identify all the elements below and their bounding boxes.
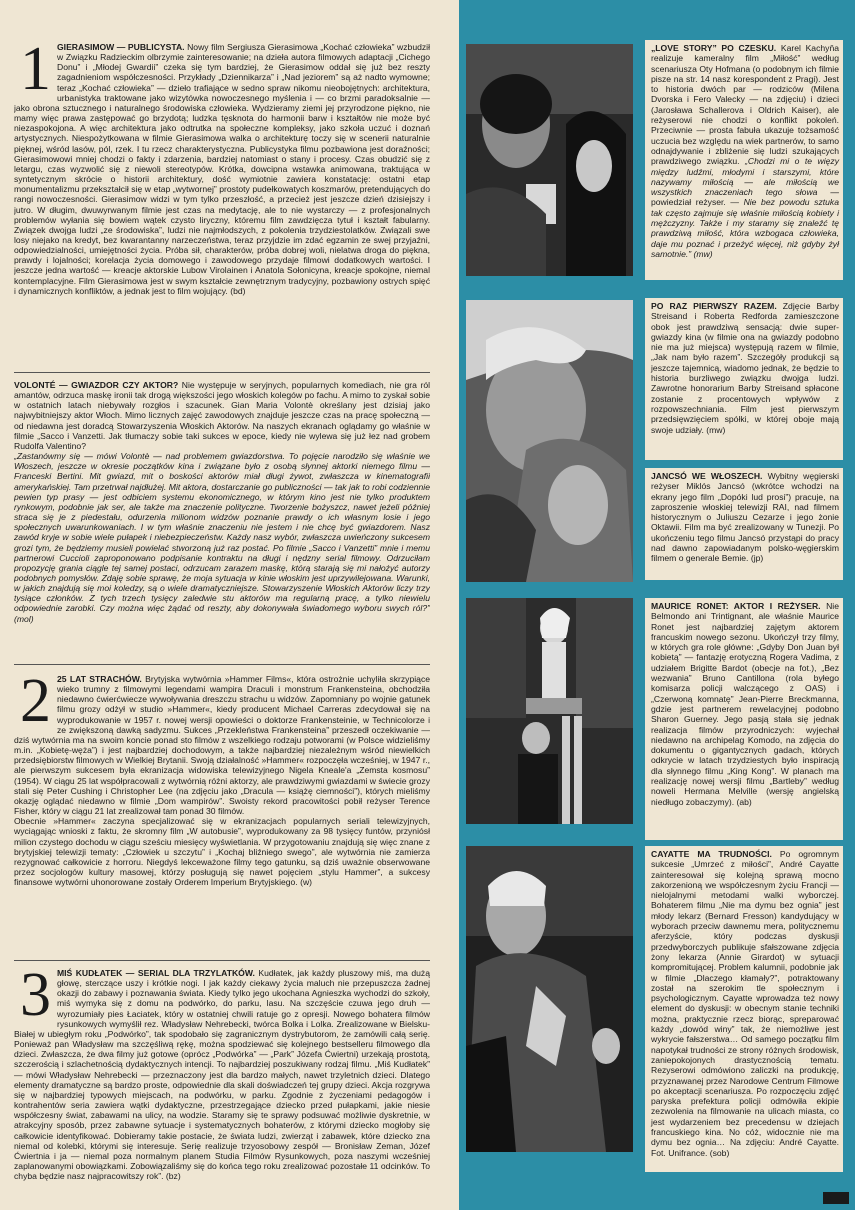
sidebar-heading: MAURICE RONET: AKTOR I REŻYSER. <box>651 601 821 611</box>
sidebar-quote: „Chodzi mi o te więzy między ludźmi, młodymi i starszymi, które nazywamy miłością — ale miłością we wszystkich znaczeniach tego słowa — <box>651 156 840 198</box>
photo-ronet-bardot <box>466 598 633 824</box>
sidebar-cayatte <box>645 846 843 1172</box>
article-body: Brytyjska wytwórnia »Hammer Films«, która ostrożnie uchyliła skrzypiące wieko trumny z filmowymi legendami wampira Draculi i monstrum Frankensteina, obchodziła niedawno ćwierćwiecze wywoływania dreszczu strachu u widzów. Zapomniany po wojnie gatunek filmu grozy odżył w studio »Hammer«, kiedy producent Michael Carreras zdecydował się na wyprodukowanie w 1957 r. nowej wersji opowieści o doktorze Frankensteinie, w Technicolorze i ze zwiększoną dawką sadyzmu. Sukces „Przekleństwa Frankensteina” przeszedł oczekiwanie — dziś wytwórnia ma na swoim koncie ponad sto filmów z wszelkiego rodzaju potworami (w Polsce widzieliśmy m.in. „Kobietę-węża”) i jest najbardziej dochodowym, a także najbardziej niezależnym wśród niewielkich przedsiębiorstw filmowych w Wielkiej Brytanii. Swoją działalność »Hammer« rozpoczęła wcześniej, w 1947 r., ale pierwszym sukcesem była ekranizacja widowiska telewizyjnego Nigela Kneale'a „Zemsta kosmosu” (1954). W ciągu 25 lat współpracowali z wytwórnią różni aktorzy, ale prawdziwymi gwiazdami w świecie grozy stali się Peter Cushing i Christopher Lee (na zdjęciu jako „Dracula — książę ciemności”), których mieliśmy okazję oglądać niedawno w filmie „Dom wampirów”. Swoisty rekord pracowitości pobił reżyser Terence Fisher, który w ciągu 21 lat zrealizował tam ponad 30 filmów. <box>14 674 430 817</box>
sidebar-heading: PO RAZ PIERWSZY RAZEM. <box>651 301 777 311</box>
photo-cayatte <box>466 846 633 1152</box>
article-body: Nowy film Sergiusza Gierasimowa „Kochać człowieka” wzbudził w Związku Radzieckim olbrzymie zainteresowanie; na dzieła autora filmowych adaptacji „Cichego Donu” i „Młodej Gwardii” czeka się tym bardziej, że Gierasimow oddał się już bez reszty zagadnieniom współczesności. Przykłady „Dziennikarza” i „Nad jeziorem” są aż nadto wymowne; teraz „Kochać człowieka” — dzieło trafiające w sedno spraw nikomu nieobojętnych: architektura, urbanistyka traktowane jako wizytówka nowoczesnego myślenia i — co brzmi paradoksalnie — jako obrona sztucznego i naturalnego środowiska człowieka. Wydzieramy ziemi jej przyrodzone piękno, nie mamy więc prawa zastępować go brzydotą; ludzka tęsknota do harmonii barw i kształtów nie może być niezaspokojona. A więc architektura jako odtrutka na społeczne kompleksy, jako szkoła uczuć i doznań artystycznych. Niespożytkowana w filmie Gierasimowa walka o architekturę toczy się w scenerii naturalnie pięknej, wśród lasów, pól, rzek. I tu rzecz charakterystyczna. Publicystyka filmu pozbawiona jest doraźności; Gierasimowowi mniej chodzi o fakty i zdarzenia, bardziej natomiast o stany i procesy. Czas obudzić się z letargu, czas wyzwolić się z niewoli stereotypów. Krótka, dowcipna wstawka animowana, traktująca w syntetycznym skrócie o historii architektury, dość wymiotnie zawiera konstatację: ostatni etap monumentalizmu przekształcił się w etap „wytwornej” prostoty pudełkowatych koszmarów, pretendujących do rangi nowoczesności. Gierasimow widzi w tym tylko przeszłość, a przecież jest jeszcze dzień dzisiejszy i jutro. W długim, dwuwyrwanym filmie jest czas na medytację, ale to nie wystarczy — z profesjonalnych problemów wyłania się bowiem wątek czysto liryczny, któremu film zawdzięcza tytuł i kształt fabularny. Związek dwojga ludzi „ze środowiska”, ludzi nie najmłodszych, z pokolenia trzydziestolatków. Związali swe losy niejako na kredyt, bez kwarantanny narzeczeństwa, teraz przyjdzie im zdać egzamin ze swej przyjaźni, odpowiedzialności, umiejętności życia. Próba sił, charakterów, próba dobrej woli, nielatwa droga do piękna, prawdy i lojalności; korelacja życia domowego i zawodowego przydaje filmowi dodatkowych wartości. I jeszcze jedna wartość — kreacje aktorskie Lubow Virolainen i Anatola Sołonicyna, kreacje spokojne, niemal kontemplacyjne. Film Gierasimowa jest w swym kształcie zewnętrznym tradycyjny, pozbawiony ostrych spięć i dynamicznych konfliktów, a jednak jest to film wojujący. (bd) <box>14 42 430 296</box>
sidebar-body: Po ogromnym sukcesie „Umrzeć z miłości”, André Cayatte zainteresował się kolejną sprawą mocno zakorzenioną we współczesnym życiu Francji — nielojalnymi metodami walki wyborczej. Bohaterem filmu „Nie ma dymu bez ognia” jest młody lekarz (Bernard Fresson) kandydujący w wyborach przeciw dawnemu mera, politycznemu aferzyście, który podczas dyskusji przedwyborczych publikuje sfałszowane zdjęcia żony lekarza (Annie Girardot) w sytuacji kompromitującej. Problem kalumnii, podobnie jak w filmie „Dlaczego kłamały?”, potraktowany został na szerokim tle społecznym i psychologicznym. Cayatte wprowadza też nowy element do dyskusji: w obecnym stanie techniki można, praktycznie rzecz biorąc, spreparować każdy „dowód winy” tak, że niemożliwe jest wykrycie fałszerstwa… Od samego początku film napotykał trudności ze strony różnych środowisk, zaniepokojonych drastycznością tematu. Rezyserowi odmówiono zaliczki na produkcję, przyznawanej przez Narodowe Centrum Filmowe po akceptacji scenariusza. Po rozpoczęciu zdjęć paryska prefektura policji odmówiła ekipie zezwolenia na filmowanie na ulicach miasta, co jest wydarzeniem bez precedensu w dziejach francuskiego kina. No cóż, widocznie nie ma dymu bez ognia… Na zdjęciu: André Cayatte. Fot. Unifrance. (sob) <box>651 849 839 1158</box>
left-column <box>14 28 430 1200</box>
article-body-2: Obecnie »Hammer« zaczyna specjalizować się w ekranizacjach popularnych seriali telewizyjnych, wyciągając wnioski z faktu, że skromny film „W autobusie”, wyprodukowany za 98 tysięcy funtów, przyniósł milion czystego dochodu w ciągu sześciu miesięcy wyświetlania. W przygotowaniu znajdują się więc znane z brytyjskiej telewizji tematy: „Człowiek u szczytu” i „Kochaj bliźniego swego”, ale wytwórnia nie zamierza rezygnować całkowicie z horroru. Niegdyś lekceważone filmy tego gatunku, są dziś uważnie obserwowane przez socjologów kultury masowej, którzy posługują się nawet pojęciem „stylu Hammer”, a sukcesy finansowe wytwórni uhonorowane zostały Orderem Imperium Brytyjskiego. (w) <box>14 816 430 888</box>
article-gierasimow <box>14 42 430 366</box>
page-number: 13 <box>823 1192 849 1204</box>
photo-love-story <box>466 44 633 276</box>
article-quote: „Zastanówmy się — mówi Volontè — nad problemem gwiazdorstwa. To pojęcie narodziło się właśnie we Włoszech, jeszcze w okresie początków kina i związane było z osobą słynnej aktorki niemego filmu — Franceski Bertini. Mit gwiazd, mit o boskości aktorów miał długi żywot, zwłaszcza w kinematografii amerykańskiej. Tam przetrwał najdłużej. Mit aktora, dostarczanie go publiczności — tak jak to robi codziennie pewien typ prasy — jest odbiciem systemu ekonomicznego, w którym kino jest nie tylko produktem rynkowym, podobnie jak ser, ale także ma znaczenie polityczne. Tworzenie bożyszcz, nawet jeżeli później straca się je z piedestału, odurzenia milionom widzów poznanie prawdy o ich własnym losie i jego społecznych uwarunkowaniach. I w tym właśnie znaczeniu nie jestem i nie chcę być gwiazdorem. Nasz zawód kryje w sobie wiele pułapek i niebezpieczeństw. Każdy nasz wybór, zwłaszcza uwieńczony sukcesem grozi tym, że będziemy musieli powielać stworzoną już raz postać. Po filmie „Sacco i Vanzetti” mnie i memu partnerowi Cuccioli zaproponowano podpisanie kontraktu na długi i nędzny serial filmowy. Odrzuciłam propozycję grania ciągle tej samej postaci, odrzucam zarazem maskę, którą starają się mi nałożyć autorzy podobnych pomysłów. Zdaję sobie sprawę, że moja sytuacja w kinie włoskim jest uprzywilejowana. Warunki, w jakich znajdują się moi koledzy, są o wiele dramatyczniejsze. Stowarzyszenie Włoskich Aktorów liczy trzy tysiące członków. Z tych trzech tysięcy zaledwie stu aktorów ma regularną pracę, a tylko niewielu odpowiednie zarobki. Czy można więc żądać od reszty, aby dokonywała świadomego wyboru swych ról?” (mol) <box>14 451 430 624</box>
sidebar-body: Karel Kachyňa realizuje kameralny film „Miłość” według scenariusza Oty Hofmana (o podobnym ich filmie pisze na str. 14 nasz korespondent z Pragi). Jest to historia dwóch par — rodziców (Milena Dvorska i Fero Valecky — na zdjęciu) i dzieci (Jarosława Schallerova i Oldrich Kaiser), ale reżyserowi nie chodzi o konflikt pokoleń. Przeciwnie — prosta fabuła ukazuje tożsamość uczucia bez względu na wiek partnerów, to samo odnajdywanie i zbliżenie się ludzi szukających prawdziwego związku. <box>651 43 840 167</box>
sidebar-ronet <box>645 598 843 840</box>
article-heading: 25 LAT STRACHÓW. <box>57 674 142 684</box>
article-body: Nie występuje w seryjnych, popularnych komediach, nie gra ról amantów, odrzuca maskę ironii tak drogą większości jego włoskich kolegów po fachu. A mimo to zyskał sobie w ostatnich latach niebywały rozgłos i szacunek. Gian Maria Volontè określany jest dzisiaj jako najwybitniejszy aktor Włoch. Mimo licznych zajęć zawodowych znajduje jeszcze czas na pracę społeczną — od niedawna jest doradcą Stowarzyszenia Włoskich Aktorów. Na naszych ekranach oglądamy go właśnie w filmie „Sacco i Vanzetti. Jak tłumaczy sobie taki sukces w epoce, kiedy nie wylewa się już łez nad grobem Rudolfa Valentino? <box>14 380 430 451</box>
sidebar-heading: „LOVE STORY” PO CZESKU. <box>651 43 777 53</box>
sidebar-body: Wybitny węgierski reżyser Miklós Jancsó (wkrótce wchodzi na ekrany jego film „Dopóki lud prosi”) pracuje, na zaproszenie włoskiej telewizji RAI, nad filmem historycznym o Juliuszu Cezarze i jego żonie Oktawii. Film ma być zrealizowany w Tunezji. Po ukończeniu tego filmu Jancsó przystąpi do pracy nad dawno zapowiadanym polsko-węgierskim filmem o generale Bemie. (jp) <box>651 471 839 564</box>
divider <box>14 372 430 373</box>
article-number: 2 <box>20 674 51 735</box>
divider <box>14 960 430 961</box>
article-number: 3 <box>20 968 51 1029</box>
article-hammer <box>14 674 430 954</box>
article-mis-kudlatek <box>14 968 430 1200</box>
sidebar-quote: Nie bez powodu sztuka tak często zajmuje się właśnie miłością kobiety i mężczyzny. Także i my staramy się znaleźć tę prawdziwą miłość, która wzbogaca człowieka, daje mu poznać i przeżyć więcej, niż gdyby żył samotnie.” (mw) <box>651 197 839 259</box>
sidebar-po-raz-pierwszy <box>645 298 843 460</box>
sidebar-heading: JANCSÓ WE WŁOSZECH. <box>651 471 763 481</box>
article-heading: VOLONTÉ — GWIAZDOR CZY AKTOR? <box>14 380 179 390</box>
article-heading: GIERASIMOW — PUBLICYSTA. <box>57 42 185 52</box>
sidebar-jancso <box>645 468 843 580</box>
sidebar-body: powiedział reżyser. — <box>651 197 739 208</box>
sidebar-love-story <box>645 40 843 280</box>
sidebar-heading: CAYATTE MA TRUDNOŚCI. <box>651 849 772 859</box>
article-number: 1 <box>20 42 51 103</box>
article-body: Kudłatek, jak każdy pluszowy miś, ma dużą głowę, sterczące uszy i krótkie nogi. I jak każdy ciekawy życia maluch nie przepuszcza żadnej okazji do zabawy i poznawania świata. Kiedy tylko jego ukochana Agnieszka wychodzi do szkoły, miś wymyka się z domu na podwórko, do parku, lasu. Na szczęście czuwa jego druh — wyrozumiały pies Łaciatek, który w ostatniej chwili ratuje go z opresji. Nowego bohatera filmów rysunkowych wymyślił rez. Władysław Nehrebecki, twórca Bolka i Lolka. Zrealizowane w Bielsku-Białej w ubiegłym roku „Podwórko”, tak spodobało się zagranicznym dystrybutorom, że zamówili całą serię. Ponieważ pan Władysław ma szczęśliwą rękę, można spodziewać się kolejnego bestselleru filmowego dla dzieci. Zwłaszcza, że dwa filmy już gotowe (oprócz „Podwórka” — „Park” Józefa Ćwiertni) urzekają prostotą, szczerością i szlachetnością dydaktycznych intencji. To najbardziej poszukiwany rodzaj filmu. „Miś Kudłatek” — mówi Władysław Nehrebecki — przeznaczony jest dla bardzo małych, nawet trzyletnich dzieci. Dlatego elementy dramatyczne są bardzo proste, odpowiednie dla skali doświadczeń tej grupy dzieci. Akcja rozgrywa się w najbardziej typowych miejscach, na podwórku, w parku. Zgodnie z życzeniami pedagogów i kontrahentów seria zawiera wątki dydaktyczne, przestrzegające dziecko przed pułapkami, jakie niesie współczesny świat, zabawami na ulicy, na wodzie. Staramy się te sprawy podsuwać możliwie dyskretnie, w atrakcyjny sposób, przez zabawne sytuacje i systematycznych bohaterów, z którymi dziecko mogłoby się całkowicie identyfikować. Dobieramy takie postacie, że świata ludzi, zwierząt i zabawek, które dziecko zna niemal od kolebki, którymi się interesuje. Serię realizuje trzyosobowy zespół — Bronisław Zeman, Józef Ćwiertnia i ja — niemal poza normalnym planem Studia Filmów Rysunkowych, poza naszymi wcześniej zaplanowanymi obowiązkami. Zobowiązaliśmy się do końca tego roku zrealizować pozostałe 11 odcinków. To chyba będzie nasz najpracowitszy rok”. (bz) <box>14 968 430 1182</box>
divider <box>14 664 430 665</box>
article-volonte <box>14 380 430 658</box>
sidebar-body: Nie Belmondo ani Trintignant, ale właśnie Maurice Ronet jest najbardziej zajętym aktorem francuskim nowego sezonu. Ukończył trzy filmy, w których gra role główne: „Gdyby Don Juan był kobietą” — fantazję erotyczną Rogera Vadima, z udziałem Brigitte Bardot (obecje na fot.), „Bez wezwania” Bruno Cantillona (rola byłego komisarza policji walczącego z OAS) i „Czerwoną komnatę” Jean-Pierre Breckmanna, gdzie jest partnerem rewelacyjnej podobno Sharon Guerney. Jego pasją stała się jednak realizacja filmów przyrodniczych: wyjechał niedawno na archipelag Komodo, na zdjęcia do dokumentu o gigantycznych gadach, których odkrycie w latach trzydziestych było inspiracją dla słynnego filmu „King Kong”. W planach ma realizację nowej wersji filmu „Bartleby” według noweli Hermana Melville (wersję angielską niedługo zobaczymy). (ab) <box>651 601 839 807</box>
sidebar-body: Zdjęcie Barby Streisand i Roberta Redforda zamieszczone obok jest prawdziwą sensacją: dwie super-gwiazdy kina (w filmie ona na gwiazdy podobno nie ma już miejsca) występują razem w filmie, „Jak nam było razem”. Szczegóły produkcji są jeszcze tajemnicą, wiadomo jednak, że będzie to historia burzliwego związku dwojga ludzi. Zawrotne honorarium Barby Streisand spłacone zostanie z procentowych wpływów z rozpowszechniania. Film jest pierwszym przedsięwzięciem spółki, w której oboje mają swoje udziały. (mw) <box>651 301 839 435</box>
photo-streisand-redford <box>466 300 633 582</box>
article-heading: MIŚ KUDŁATEK — SERIAL DLA TRZYLATKÓW. <box>57 968 255 978</box>
